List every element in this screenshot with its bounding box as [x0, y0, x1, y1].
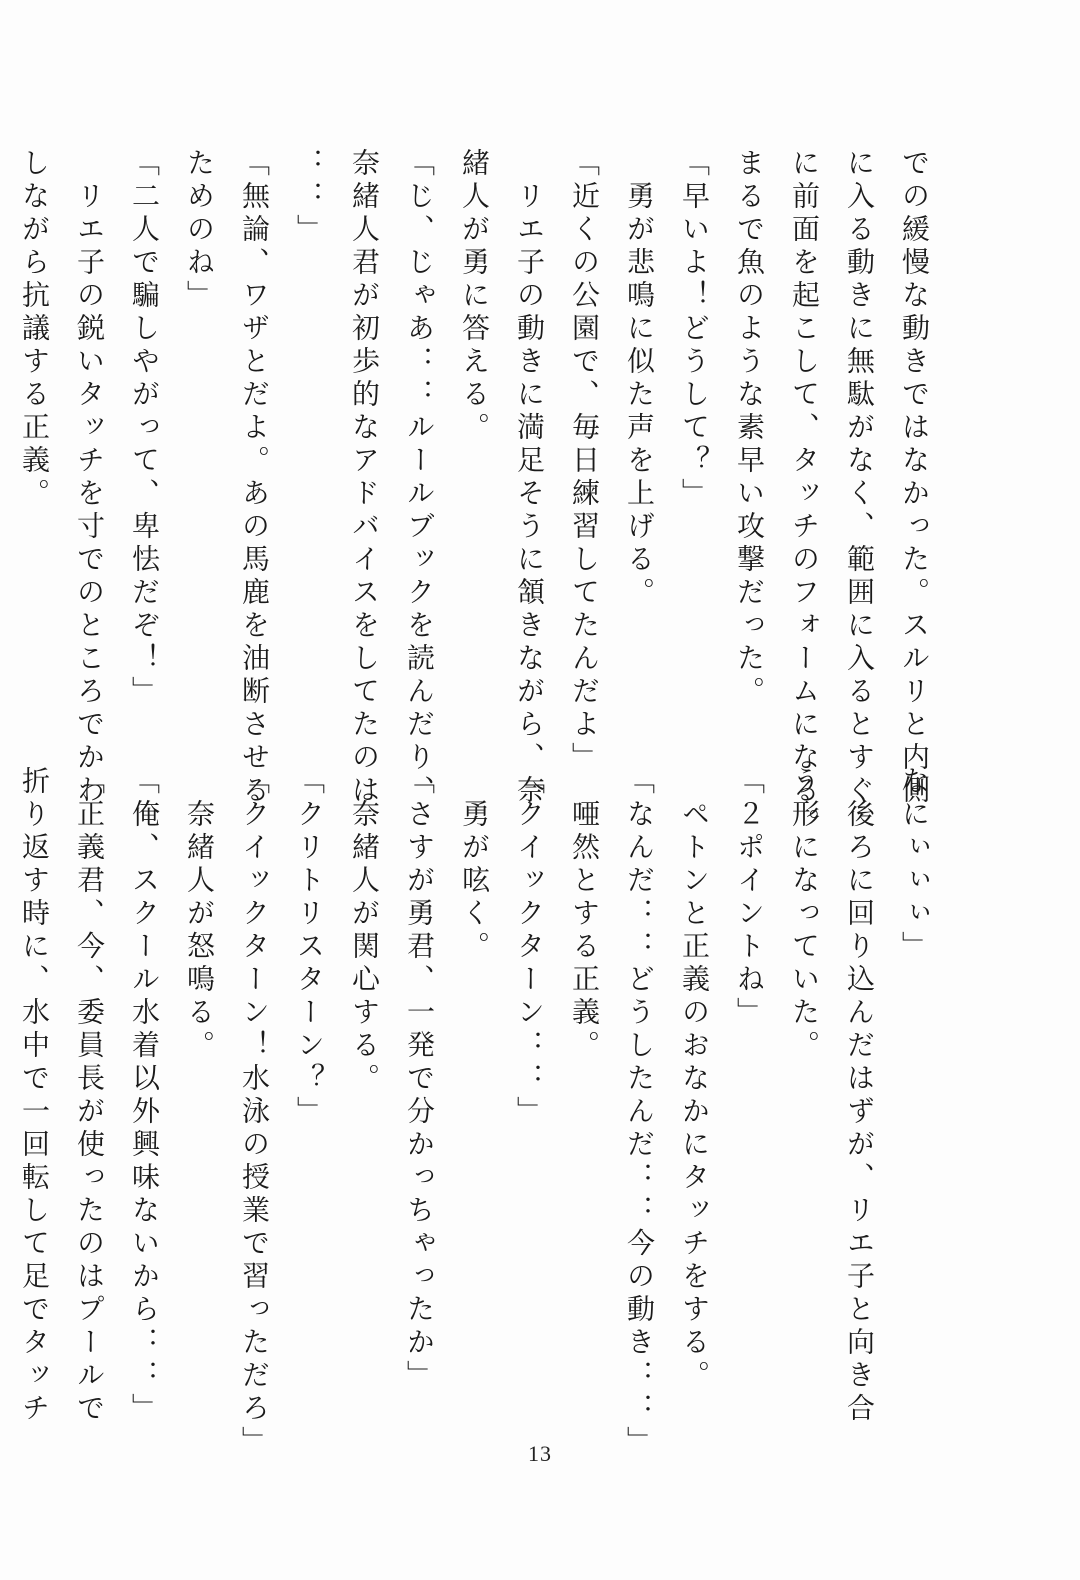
text-line: 「クイックターン：：」: [513, 766, 546, 1129]
text-line: 「クイックターン！水泳の授業で習っただろ」: [238, 766, 271, 1459]
text-line: 「二人で騙しやがって、卑怯だぞ！」: [128, 148, 161, 709]
text-line: での緩慢な動きではなかった。スルリと内側: [898, 148, 931, 808]
text-line: 奈緒人君が初歩的なアドバイスをしてたのは: [348, 148, 381, 808]
text-line: [0, 148, 7, 688]
text-line: リエ子の動きに満足そうに頷きながら、奈: [513, 148, 546, 808]
text-line: 後ろに回り込んだはずが、リエ子と向き合: [843, 766, 876, 1426]
text-line: 「じ、じゃあ：：ルールブックを読んだり、: [403, 148, 436, 808]
text-line: 折り返す時に、水中で一回転して足でタッチ: [18, 766, 51, 1426]
text-line: 奈緒人が怒鳴る。: [183, 766, 216, 1063]
text-line: しながら抗議する正義。: [18, 148, 51, 511]
text-line: 「正義君、今、委員長が使ったのはプールで: [73, 766, 106, 1426]
text-line: 「２ポイントね」: [733, 766, 766, 1030]
text-line: なにぃぃぃ」: [898, 766, 931, 964]
text-line: [0, 766, 7, 1306]
text-line: 「なんだ：：どうしたんだ：：今の動き：：」: [623, 766, 656, 1459]
text-line: 奈緒人が関心する。: [348, 766, 381, 1096]
text-line: ためのね」: [183, 148, 216, 313]
text-line: 唖然とする正義。: [568, 766, 601, 1063]
text-line: 「近くの公園で、毎日練習してたんだよ」: [568, 148, 601, 775]
text-line: に入る動きに無駄がなく、範囲に入るとすぐ: [843, 148, 876, 808]
text-line: まるで魚のような素早い攻撃だった。: [733, 148, 766, 709]
text-line: 勇が悲鳴に似た声を上げる。: [623, 148, 656, 610]
page-number: 13: [528, 1441, 552, 1466]
text-line: 「無論、ワザとだよ。あの馬鹿を油断させる: [238, 148, 271, 808]
text-line: 緒人が勇に答える。: [458, 148, 491, 445]
text-line: 「クリトリスターン？」: [293, 766, 326, 1129]
text-block-top: [18, 148, 942, 841]
text-line: 「さすが勇君、一発で分かっちゃったか」: [403, 766, 436, 1393]
text-line: リエ子の鋭いタッチを寸でのところでかわ: [73, 148, 106, 808]
text-line: に前面を起こして、タッチのフォームになる。: [788, 148, 821, 841]
text-line: ：：」: [293, 148, 326, 247]
text-line: 「早いよ！どうして？」: [678, 148, 711, 511]
text-line: 勇が呟く。: [458, 766, 491, 964]
text-line: 「俺、スクール水着以外興味ないから：：」: [128, 766, 161, 1426]
text-line: う形になっていた。: [788, 766, 821, 1063]
text-line: ペトンと正義のおなかにタッチをする。: [678, 766, 711, 1393]
